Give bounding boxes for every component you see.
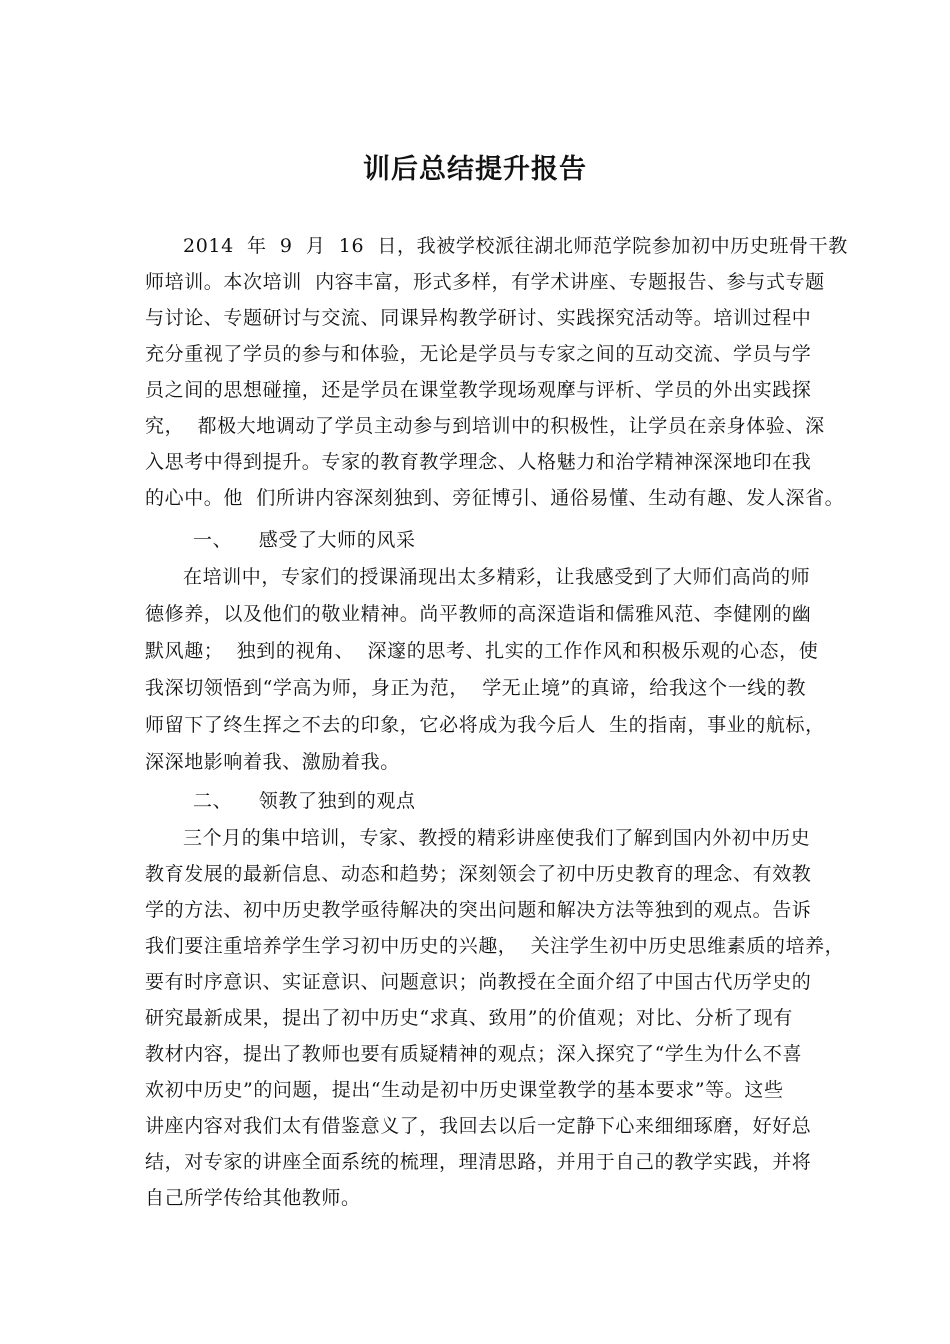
para1-line-6: 究， 都极大地调动了学员主动参与到培训中的积极性，让学员在亲身体验、深 — [145, 415, 825, 437]
para3-line-5: 要有时序意识、实证意识、问题意识；尚教授在全面介绍了中国古代历学史的 — [145, 971, 812, 993]
para3-line-9: 讲座内容对我们太有借鉴意义了，我回去以后一定静下心来细细琢磨，好好总 — [145, 1115, 812, 1137]
para3-line-1: 三个月的集中培训，专家、教授的精彩讲座使我们了解到国内外初中历史 — [183, 827, 811, 849]
para3-line-7: 教材内容，提出了教师也要有质疑精神的观点；深入探究了“学生为什么不喜 — [145, 1043, 803, 1065]
para3-line-11: 自己所学传给其他教师。 — [145, 1187, 361, 1209]
para2-line-2: 德修养，以及他们的敬业精神。尚平教师的高深造诣和儒雅风范、李健刚的幽 — [145, 603, 812, 625]
para1-line-8: 的心中。他 们所讲内容深刻独到、旁征博引、通俗易懂、生动有趣、发人深省。 — [145, 487, 845, 509]
para3-line-3: 学的方法、初中历史教学亟待解决的突出问题和解决方法等独到的观点。告诉 — [145, 899, 812, 921]
para2-line-3: 默风趣； 独到的视角、 深邃的思考、扎实的工作作风和积极乐观的心态，使 — [145, 640, 819, 662]
section-heading-2: 二、 领教了独到的观点 — [193, 790, 416, 812]
para1-line-4: 充分重视了学员的参与和体验，无论是学员与专家之间的互动交流、学员与学 — [145, 343, 812, 365]
para3-line-2: 教育发展的最新信息、动态和趋势；深刻领会了初中历史教育的理念、有效教 — [145, 863, 812, 885]
para1-line-5: 员之间的思想碰撞，还是学员在课堂教学现场观摩与评析、学员的外出实践探 — [145, 379, 812, 401]
para1-line-1: 2014 年 9 月 16 日，我被学校派往湖北师范学院参加初中历史班骨干教 — [183, 235, 848, 257]
para2-line-6: 深深地影响着我、激励着我。 — [145, 751, 400, 773]
para3-line-10: 结，对专家的讲座全面系统的梳理，理清思路，并用于自己的教学实践，并将 — [145, 1151, 812, 1173]
para2-line-5: 师留下了终生挥之不去的印象，它必将成为我今后人 生的指南，事业的航标， — [145, 714, 825, 736]
document-title: 训后总结提升报告 — [363, 154, 587, 185]
para1-line-7: 入思考中得到提升。专家的教育教学理念、人格魅力和治学精神深深地印在我 — [145, 451, 812, 473]
para2-line-4: 我深切领悟到“学高为师，身正为范， 学无止境”的真谛，给我这个一线的教 — [145, 677, 807, 699]
para3-line-4: 我们要注重培养学生学习初中历史的兴趣， 关注学生初中历史思维素质的培养， — [145, 935, 845, 957]
para3-line-8: 欢初中历史”的问题，提出“生动是初中历史课堂教学的基本要求”等。这些 — [145, 1079, 784, 1101]
para1-line-2: 师培训。本次培训 内容丰富，形式多样，有学术讲座、专题报告、参与式专题 — [145, 271, 825, 293]
para3-line-6: 研究最新成果，提出了初中历史“求真、致用”的价值观；对比、分析了现有 — [145, 1007, 793, 1029]
section-heading-1: 一、 感受了大师的风采 — [193, 529, 416, 551]
para1-line-3: 与讨论、专题研讨与交流、同课异构教学研讨、实践探究活动等。培训过程中 — [145, 307, 812, 329]
para2-line-1: 在培训中，专家们的授课涌现出太多精彩，让我感受到了大师们高尚的师 — [183, 566, 811, 588]
